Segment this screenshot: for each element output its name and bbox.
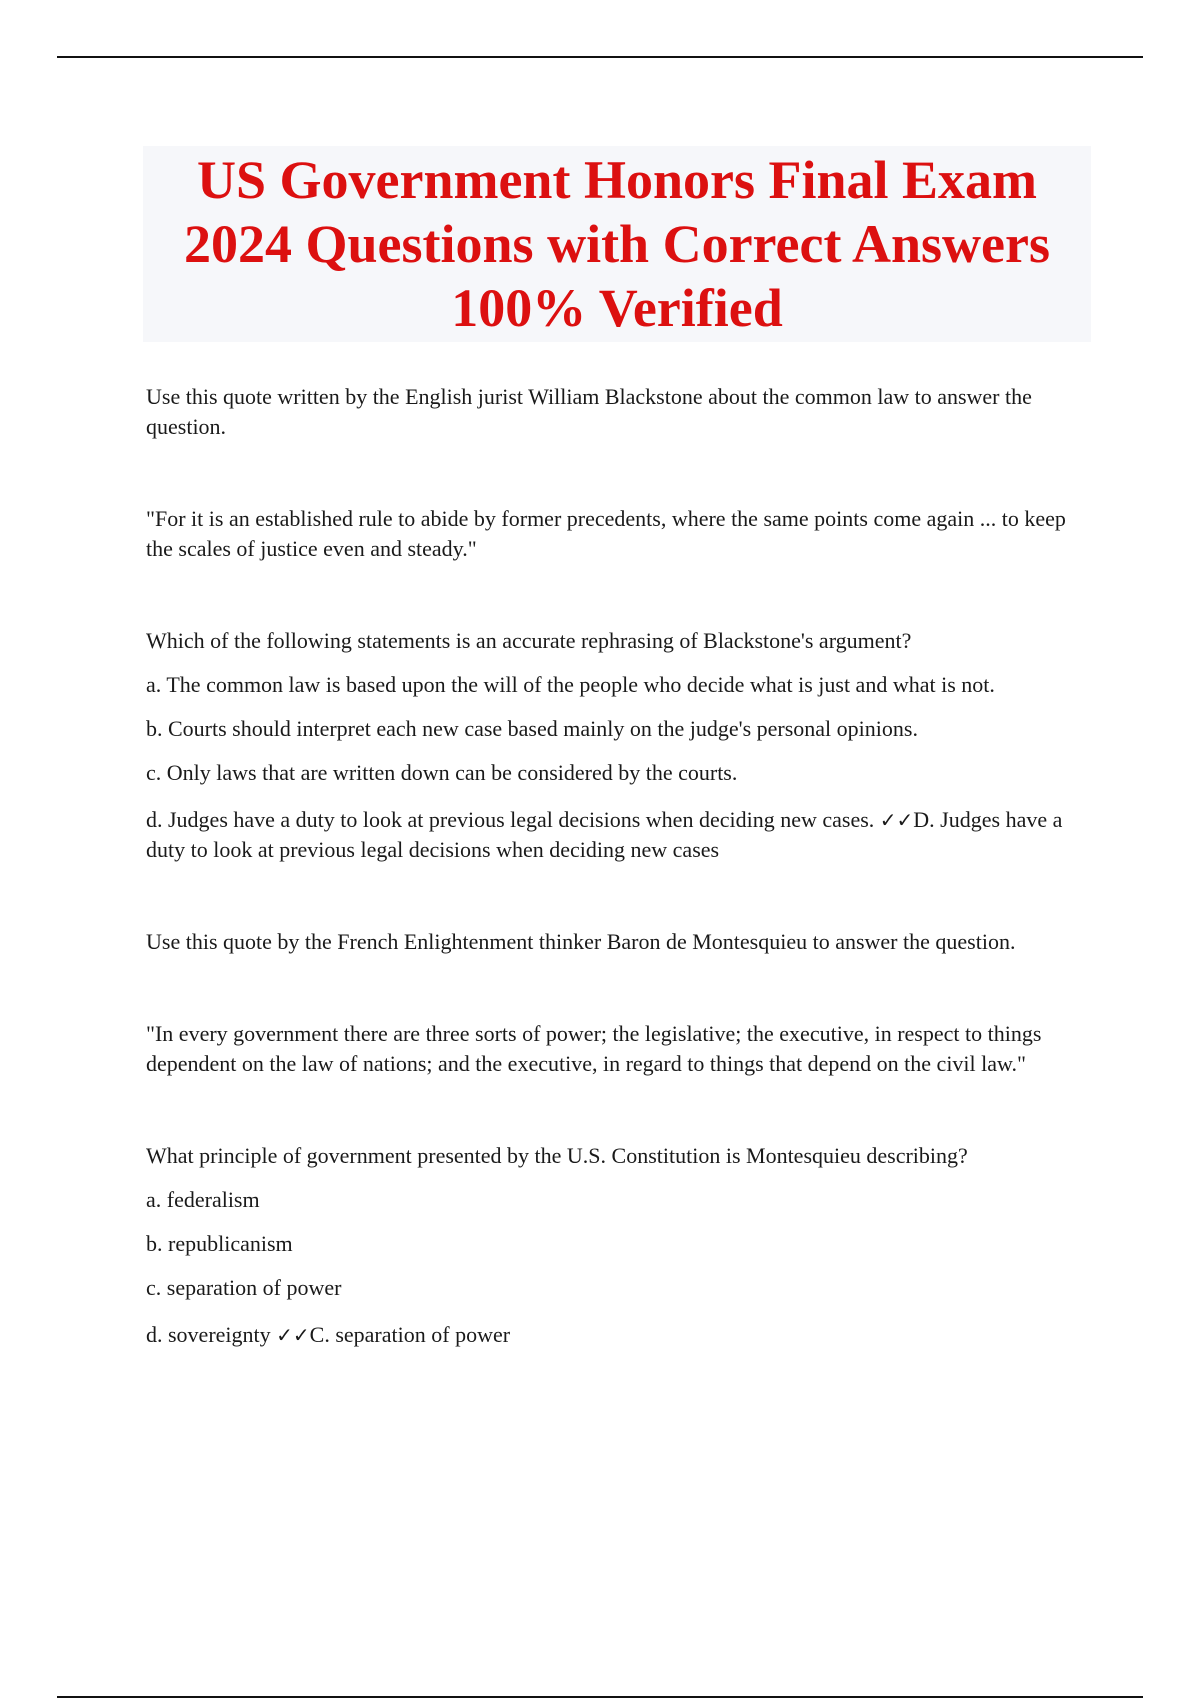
q2-option-d-with-answer (146, 1320, 1096, 1350)
top-rule (57, 56, 1143, 58)
title-line-1: US Government Honors Final Exam (196, 150, 1037, 210)
q2-option-b: b. republicanism (146, 1231, 293, 1256)
q1-quote: "For it is an established rule to abide by former precedents, where the same points come again ... to keep the scales of justice even and steady." (146, 506, 1066, 561)
title-line-3: 100% Verified (451, 278, 783, 338)
q1-option-d-with-answer (146, 805, 1096, 865)
q2-prompt: What principle of government presented by the U.S. Constitution is Montesquieu describing? (146, 1143, 968, 1168)
q1-option-d: d. Judges have a duty to look at previous legal decisions when deciding new cases. (146, 807, 875, 832)
check-mark-icon: ✓✓ (276, 1323, 310, 1347)
q1-answer: D. Judges have a duty to look at previous legal decisions when deciding new cases (146, 807, 1063, 862)
document-body (146, 382, 1096, 1350)
bottom-rule (57, 1696, 1143, 1698)
q1-option-c: c. Only laws that are written down can be considered by the courts. (146, 760, 738, 785)
q1-option-b: b. Courts should interpret each new case based mainly on the judge's personal opinions. (146, 716, 918, 741)
q2-quote: "In every government there are three sorts of power; the legislative; the executive, in respect to things dependent on the law of nations; and the executive, in regard to things that depend on the civil law." (146, 1021, 1042, 1076)
q1-option-a: a. The common law is based upon the will of the people who decide what is just and what is not. (146, 672, 995, 697)
title-line-2: 2024 Questions with Correct Answers (184, 214, 1050, 274)
q1-intro: Use this quote written by the English jurist William Blackstone about the common law to answer the question. (146, 384, 1032, 439)
q2-option-a: a. federalism (146, 1187, 260, 1212)
title-banner (143, 146, 1091, 342)
q2-intro: Use this quote by the French Enlightenment thinker Baron de Montesquieu to answer the question. (146, 929, 1016, 954)
check-mark-icon: ✓✓ (879, 808, 914, 832)
q2-option-c: c. separation of power (146, 1275, 342, 1300)
q1-prompt: Which of the following statements is an accurate rephrasing of Blackstone's argument? (146, 628, 912, 653)
q2-option-d: d. sovereignty (146, 1322, 271, 1347)
q2-answer: C. separation of power (309, 1322, 511, 1347)
